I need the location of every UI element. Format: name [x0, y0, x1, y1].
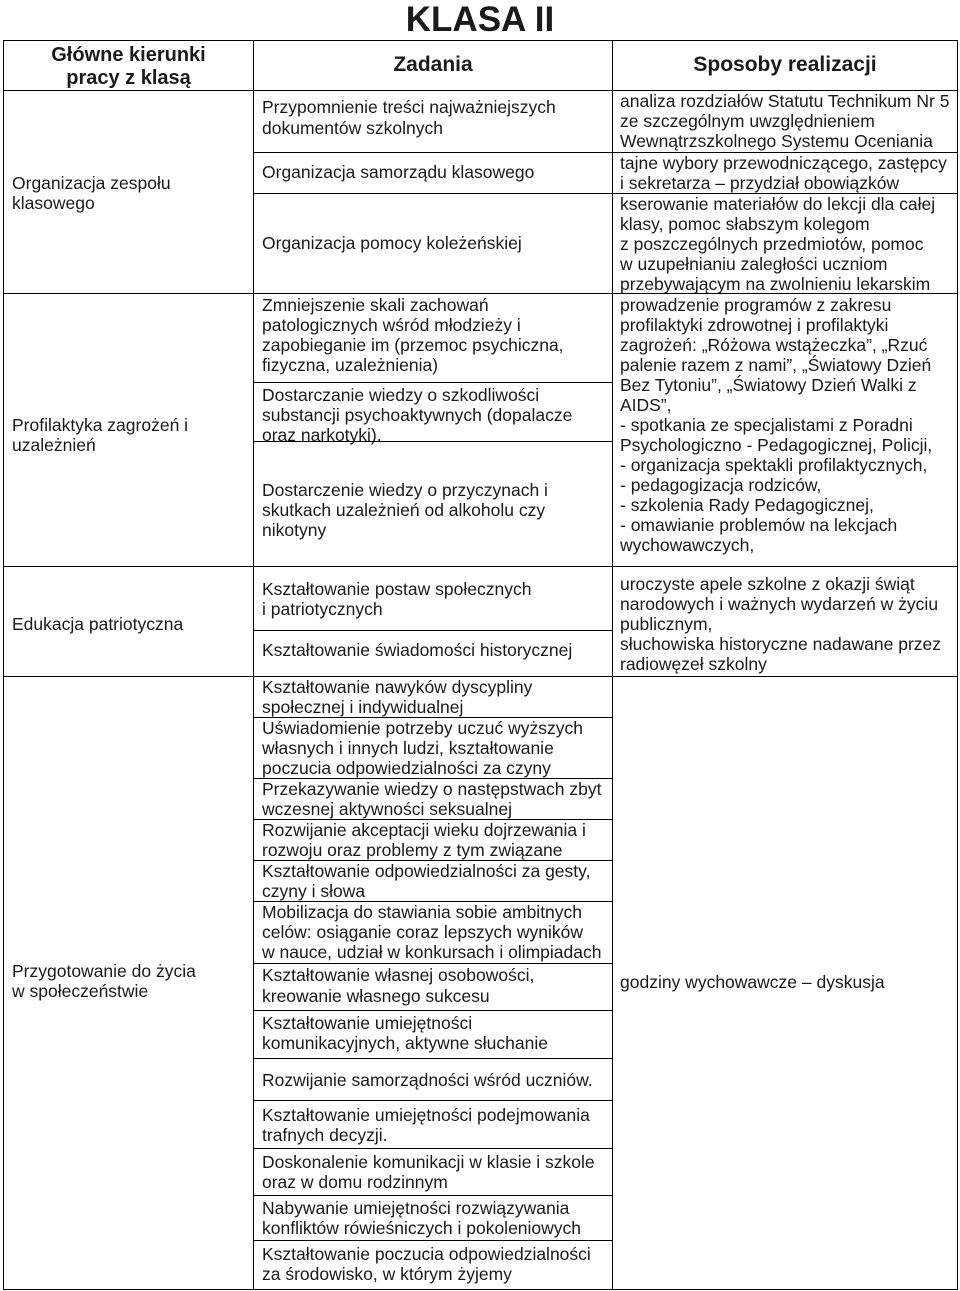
direction-text: Profilaktyka zagrożeń i uzależnień [12, 415, 189, 455]
header-methods-cell [612, 40, 957, 90]
direction-text: Przygotowanie do życia w społeczeństwie [12, 961, 196, 1001]
task-cell [253, 441, 612, 566]
task-cell [253, 1058, 612, 1100]
method-text: kserowanie materiałów do lekcji dla całej klasy, pomoc słabszym kolegom z poszczególnych przedmiotów, pomoc w uzupełnianiu zaległości uczniom przebywającym na zwolnieniu lekarskim [620, 194, 936, 294]
direction-text: Organizacja zespołu klasowego [12, 173, 171, 213]
task-cell [253, 1010, 612, 1058]
task-text: Kształtowanie postaw społecznych i patriotycznych [262, 579, 532, 619]
plan-table [3, 40, 958, 1290]
method-cell [612, 152, 957, 193]
task-text: Dostarczanie wiedzy o szkodliwości substancji psychoaktywnych (dopalacze oraz narkotyki). [262, 385, 573, 445]
task-text: Organizacja samorządu klasowego [262, 162, 535, 182]
method-cell [612, 90, 957, 152]
task-cell [253, 1100, 612, 1148]
method-cell [612, 293, 957, 566]
task-text: Przekazywanie wiedzy o następstwach zbyt wczesnej aktywności seksualnej [262, 779, 602, 819]
method-cell [612, 676, 957, 1289]
task-cell [253, 819, 612, 860]
task-text: Rozwijanie samorządności wśród uczniów. [262, 1070, 593, 1090]
page-title: KLASA II [405, 0, 555, 39]
task-text: Mobilizacja do stawiania sobie ambitnych celów: osiąganie coraz lepszych wyników w nauce, udział w konkursach i olimpiadach [262, 902, 602, 962]
task-cell [253, 1240, 612, 1289]
direction-cell [3, 90, 253, 293]
task-text: Kształtowanie poczucia odpowiedzialności za środowisko, w którym żyjemy [262, 1244, 591, 1284]
task-cell [253, 901, 612, 963]
task-text: Przypomnienie treści najważniejszych dokumentów szkolnych [262, 97, 556, 138]
task-text: Kształtowanie odpowiedzialności za gesty, czyny i słowa [262, 861, 591, 901]
method-text: tajne wybory przewodniczącego, zastępcy i sekretarza – przydział obowiązków [620, 153, 947, 193]
header-tasks-cell [253, 40, 612, 90]
task-text: Kształtowanie nawyków dyscypliny społecznej i indywidualnej [262, 677, 533, 717]
task-cell [253, 860, 612, 901]
task-text: Kształtowanie świadomości historycznej [262, 640, 573, 660]
task-cell [253, 963, 612, 1010]
method-text: prowadzenie programów z zakresu profilaktyki zdrowotnej i profilaktyki zagrożeń: „Różowa wstążeczka”, „Rzuć palenie razem z nami”, „Światowy Dzień Bez Tytoniu”, „Światowy Dzień Walki z AIDS”, - spotkania ze specjalistami z Poradni Psychologiczno - Pedagogicznej, Policji, - organizacja spektakli profilaktycznych, - pedagogizacja rodziców, - szkolenia Rady Pedagogicznej, - omawianie problemów na lekcjach wychowawczych, [620, 295, 933, 555]
task-text: Uświadomienie potrzeby uczuć wyższych własnych i innych ludzi, kształtowanie poczucia odpowiedzialności za czyny [262, 718, 583, 778]
task-text: Zmniejszenie skali zachowań patologicznych wśród młodzieży i zapobieganie im (przemoc psychiczna, fizyczna, uzależnienia) [262, 295, 564, 375]
task-text: Rozwijanie akceptacji wieku dojrzewania i rozwoju oraz problemy z tym związane [262, 820, 586, 860]
task-cell [253, 1195, 612, 1240]
header-directions-label: Główne kierunki pracy z klasą [51, 44, 206, 89]
task-cell [253, 717, 612, 778]
task-text: Kształtowanie umiejętności komunikacyjnych, aktywne słuchanie [262, 1013, 548, 1053]
direction-cell [3, 293, 253, 566]
task-cell [253, 1148, 612, 1195]
task-cell [253, 676, 612, 717]
task-text: Kształtowanie umiejętności podejmowania trafnych decyzji. [262, 1105, 590, 1145]
direction-cell [3, 676, 253, 1289]
task-text: Kształtowanie własnej osobowości, kreowanie własnego sukcesu [262, 965, 535, 1006]
task-cell [253, 193, 612, 293]
header-directions-cell [3, 40, 253, 90]
task-cell [253, 293, 612, 382]
task-cell [253, 382, 612, 445]
task-text: Dostarczenie wiedzy o przyczynach i skutkach uzależnień od alkoholu czy nikotyny [262, 480, 548, 540]
header-methods-label: Sposoby realizacji [693, 53, 877, 76]
header-tasks-label: Zadania [393, 53, 473, 76]
task-cell [253, 90, 612, 152]
task-text: Nabywanie umiejętności rozwiązywania konfliktów rówieśniczych i pokoleniowych [262, 1198, 582, 1238]
method-text: analiza rozdziałów Statutu Technikum Nr 5 ze szczególnym uwzględnieniem Wewnątrzszkolnego Systemu Oceniania [620, 91, 950, 151]
method-text: uroczyste apele szkolne z okazji świąt narodowych i ważnych wydarzeń w życiu publicznym, słuchowiska historyczne nadawane przez radiowęzeł szkolny [620, 574, 941, 674]
task-cell [253, 566, 612, 630]
method-cell [612, 193, 957, 293]
task-cell [253, 630, 612, 676]
direction-cell [3, 566, 253, 676]
task-cell [253, 152, 612, 193]
task-text: Doskonalenie komunikacji w klasie i szkole oraz w domu rodzinnym [262, 1152, 595, 1192]
direction-text: Edukacja patriotyczna [12, 614, 184, 634]
method-cell [612, 566, 957, 676]
method-text: godziny wychowawcze – dyskusja [620, 972, 885, 992]
task-cell [253, 778, 612, 819]
task-text: Organizacja pomocy koleżeńskiej [262, 233, 522, 253]
